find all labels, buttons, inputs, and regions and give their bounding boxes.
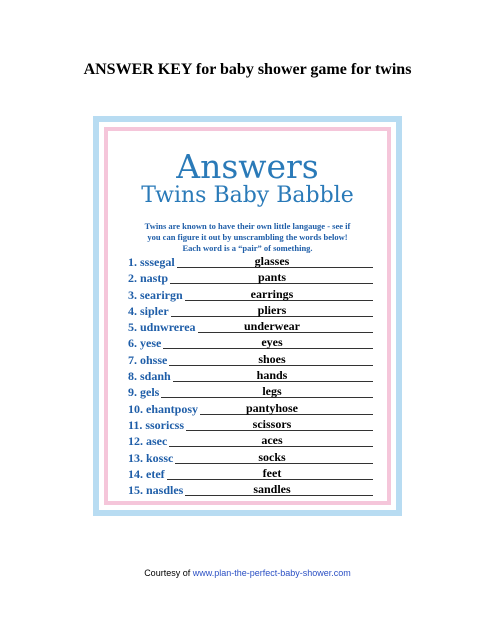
scrambled-word: 2. nastp bbox=[128, 271, 169, 286]
list-item bbox=[128, 270, 373, 286]
scrambled-word: 10. ehantposy bbox=[128, 401, 199, 416]
scrambled-word: 13. kossc bbox=[128, 450, 174, 465]
list-item bbox=[128, 303, 373, 319]
answer-word: shoes bbox=[258, 351, 286, 366]
list-item bbox=[128, 384, 373, 400]
instructions-line-1: Twins are known to have their own little langauge - see if bbox=[144, 221, 351, 231]
list-item bbox=[128, 401, 373, 417]
game-card bbox=[104, 127, 391, 505]
instructions bbox=[116, 221, 379, 254]
scrambled-word: 9. gels bbox=[128, 385, 160, 400]
instructions-line-3: Each word is a “pair” of something. bbox=[182, 243, 313, 253]
list-item bbox=[128, 466, 373, 482]
scrambled-word: 7. ohsse bbox=[128, 352, 168, 367]
scrambled-word: 3. searirgn bbox=[128, 287, 183, 302]
answer-list bbox=[128, 254, 373, 498]
scrambled-word: 1. sssegal bbox=[128, 255, 175, 269]
list-item bbox=[128, 368, 373, 384]
courtesy-label: Courtesy of bbox=[144, 568, 191, 578]
scrambled-word: 14. etef bbox=[128, 466, 165, 481]
answer-word: socks bbox=[258, 449, 286, 464]
list-item bbox=[128, 287, 373, 303]
scrambled-word: 5. udnwrerea bbox=[128, 320, 196, 335]
game-subheading: Twins Baby Babble bbox=[141, 183, 354, 208]
answer-word: pantyhose bbox=[245, 400, 298, 415]
answer-word: aces bbox=[261, 433, 283, 448]
courtesy-footer bbox=[0, 568, 495, 578]
scrambled-word: 8. sdanh bbox=[128, 369, 171, 384]
list-item bbox=[128, 482, 373, 498]
game-card-outer-border bbox=[93, 116, 402, 516]
scrambled-word: 6. yese bbox=[128, 336, 162, 351]
answer-word: legs bbox=[262, 384, 282, 399]
answer-word: hands bbox=[256, 368, 288, 383]
answer-word: feet bbox=[262, 465, 282, 480]
list-item bbox=[128, 352, 373, 368]
instructions-line-2: you can figure it out by unscrambling the words below! bbox=[147, 232, 348, 242]
answers-heading: Answers bbox=[176, 147, 319, 186]
list-item bbox=[128, 450, 373, 466]
answer-word: underwear bbox=[244, 319, 300, 334]
list-item bbox=[128, 254, 373, 270]
scrambled-word: 15. nasdles bbox=[128, 483, 184, 498]
answer-word: earrings bbox=[250, 286, 294, 301]
scrambled-word: 11. ssoricss bbox=[128, 417, 185, 432]
answer-word: pants bbox=[257, 270, 286, 285]
list-item bbox=[128, 319, 373, 335]
answer-word: sandles bbox=[253, 482, 291, 497]
document-title: ANSWER KEY for baby shower game for twins bbox=[83, 61, 412, 78]
answer-word: eyes bbox=[261, 335, 283, 350]
list-item bbox=[128, 417, 373, 433]
scrambled-word: 4. sipler bbox=[128, 303, 169, 318]
answer-word: pliers bbox=[257, 302, 287, 317]
list-item bbox=[128, 433, 373, 449]
website-link[interactable]: www.plan-the-perfect-baby-shower.com bbox=[192, 568, 351, 578]
answer-word: scissors bbox=[252, 416, 292, 431]
scrambled-word: 12. asec bbox=[128, 434, 168, 449]
answer-word: glasses bbox=[254, 254, 290, 268]
list-item bbox=[128, 335, 373, 351]
